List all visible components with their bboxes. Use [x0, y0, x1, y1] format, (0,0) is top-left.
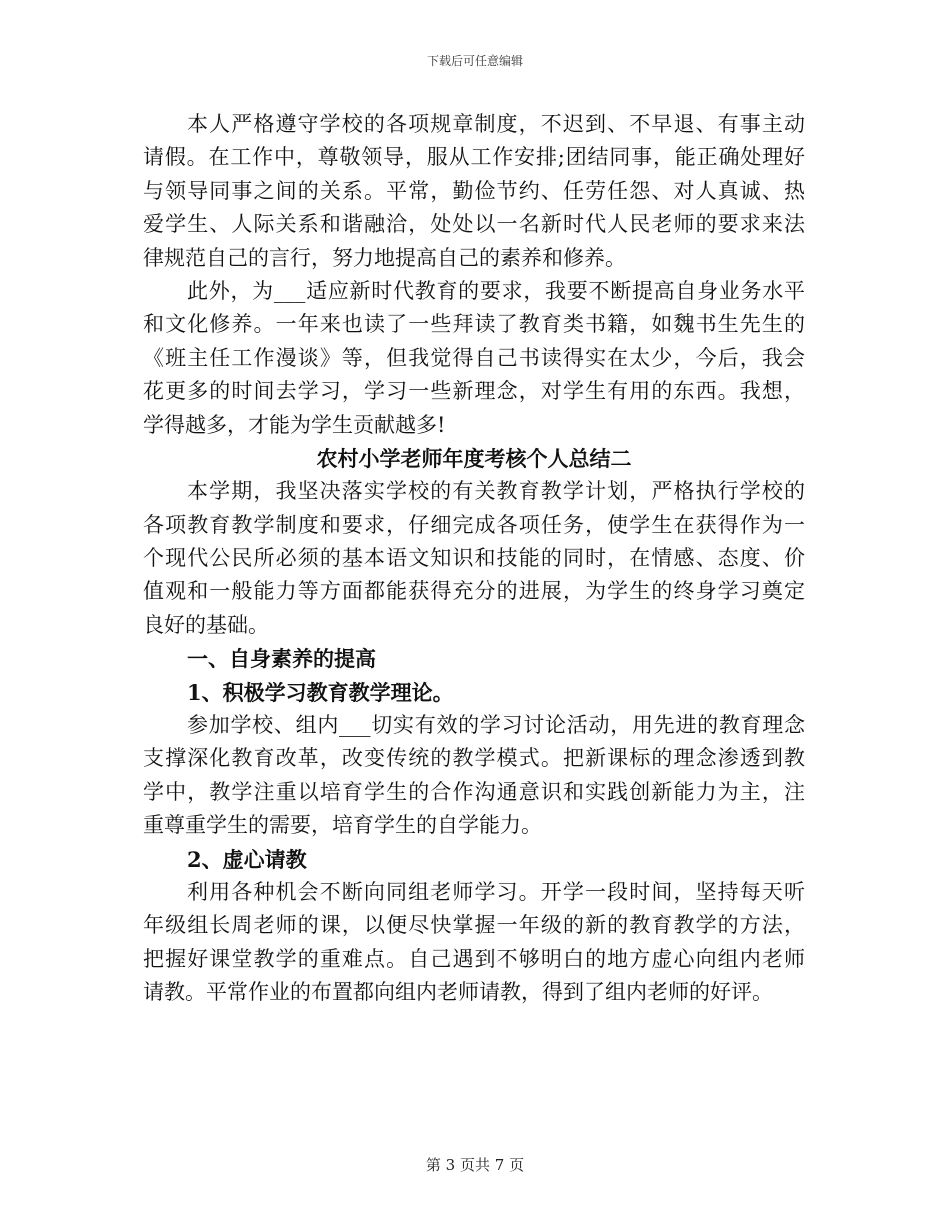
paragraph-line: 学中，教学注重以培育学生的合作沟通意识和实践创新能力为主，注 [143, 779, 805, 804]
paragraph-line: 本人严格遵守学校的各项规章制度，不迟到、不早退、有事主动 [187, 112, 805, 136]
paragraph-line: 与领导同事之间的关系。平常，勤俭节约、任劳任怨、对人真诚、热 [143, 178, 805, 203]
paragraph-line: 值观和一般能力等方面都能获得充分的进展，为学生的终身学习奠定 [143, 579, 805, 604]
paragraph-line: 利用各种机会不断向同组老师学习。开学一段时间，坚持每天听 [187, 879, 805, 904]
paragraph-line: 《班主任工作漫谈》等，但我觉得自己书读得实在太少，今后，我会 [143, 345, 805, 370]
paragraph-line: 年级组长周老师的课，以便尽快掌握一年级的新的教育教学的方法， [143, 913, 805, 938]
section-title [143, 442, 805, 475]
paragraph [143, 475, 805, 642]
section-heading [143, 676, 805, 709]
paragraph [143, 876, 805, 1010]
paragraph-line: 本学期，我坚决落实学校的有关教育教学计划，严格执行学校的 [187, 479, 805, 504]
paragraph-line: 支撑深化教育改革，改变传统的教学模式。把新课标的理念渗透到教 [143, 746, 805, 771]
paragraph-line: 个现代公民所必须的基本语文知识和技能的同时，在情感、态度、价 [143, 546, 805, 571]
paragraph-line: 把握好课堂教学的重难点。自己遇到不够明白的地方虚心向组内老师 [143, 946, 805, 971]
paragraph-line: 良好的基础。 [143, 612, 269, 637]
document-body [143, 108, 805, 1010]
page-footer: 第 3 页共 7 页 [425, 1156, 525, 1174]
heading-text: 一、自身素养的提高 [187, 646, 376, 672]
heading-text: 1、积极学习教育教学理论。 [187, 679, 454, 705]
paragraph-line: 各项教育教学制度和要求，仔细完成各项任务，使学生在获得作为一 [143, 512, 805, 537]
paragraph-line: 参加学校、组内___切实有效的学习讨论活动，用先进的教育理念 [187, 713, 805, 738]
paragraph-line: 请教。平常作业的布置都向组内老师请教，得到了组内老师的好评。 [143, 980, 773, 1005]
page-header: 下载后可任意编辑 [426, 54, 523, 68]
section-heading [143, 843, 805, 876]
paragraph [143, 709, 805, 843]
paragraph-line: 此外，为___适应新时代教育的要求，我要不断提高自身业务水平 [187, 278, 805, 303]
paragraph-line: 爱学生、人际关系和谐融洽，处处以一名新时代人民老师的要求来法 [143, 212, 805, 237]
paragraph-line: 学得越多，才能为学生贡献越多! [143, 412, 446, 437]
paragraph-line: 律规范自己的言行，努力地提高自己的素养和修养。 [143, 245, 626, 270]
paragraph-line: 重尊重学生的需要，培育学生的自学能力。 [143, 813, 542, 838]
paragraph [143, 275, 805, 442]
paragraph-line: 请假。在工作中，尊敬领导，服从工作安排;团结同事，能正确处理好 [143, 145, 805, 170]
paragraph-line: 和文化修养。一年来也读了一些拜读了教育类书籍，如魏书生先生的 [143, 312, 805, 337]
title-text: 农村小学老师年度考核个人总结二 [316, 445, 632, 471]
paragraph [143, 108, 805, 275]
heading-text: 2、虚心请教 [187, 846, 307, 872]
paragraph-line: 花更多的时间去学习，学习一些新理念，对学生有用的东西。我想， [143, 379, 805, 404]
section-heading [143, 642, 805, 675]
